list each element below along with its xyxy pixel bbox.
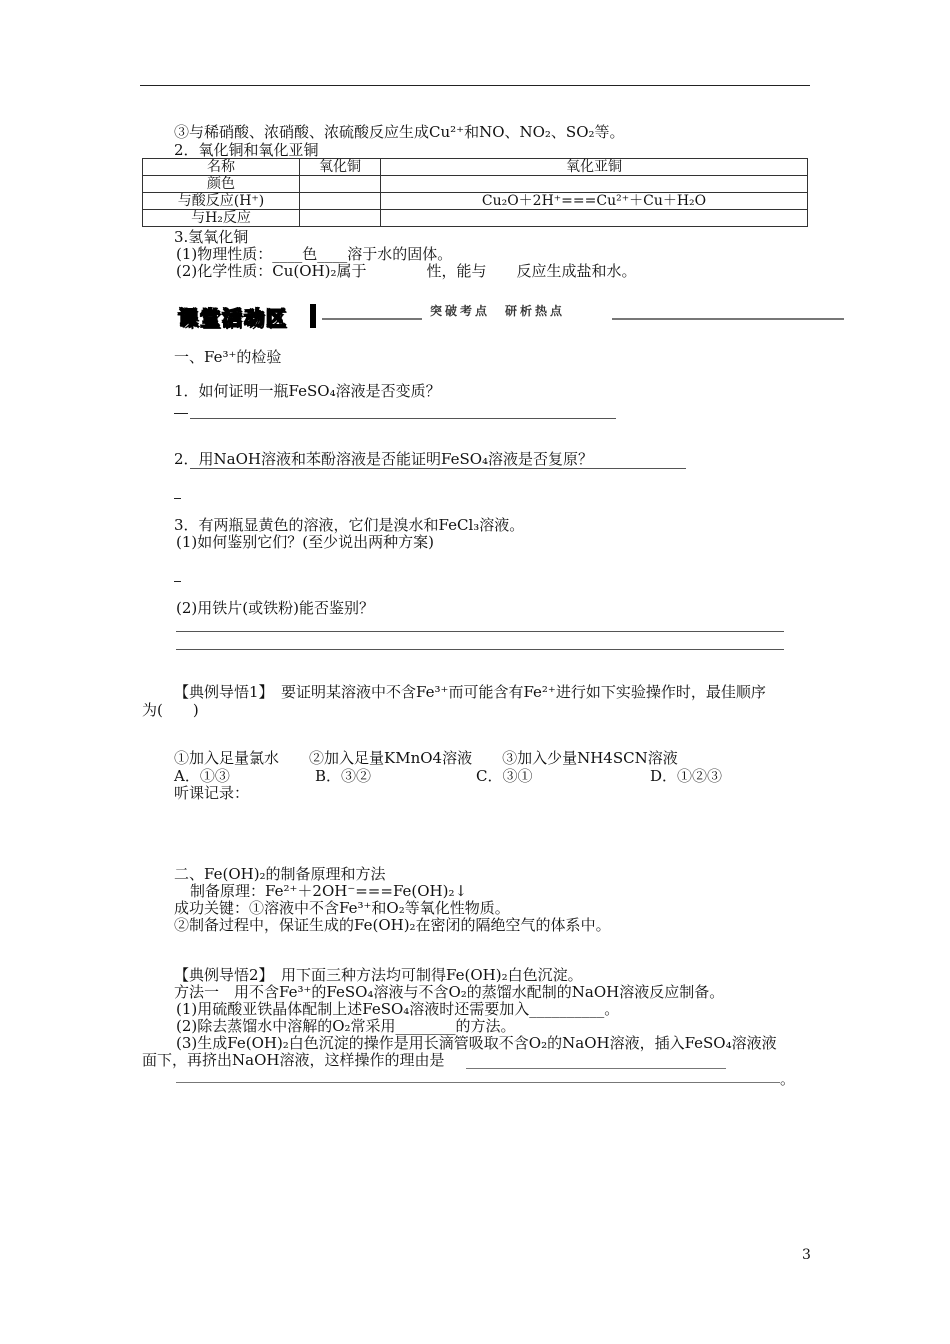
part-2-principle: 制备原理：Fe²⁺＋2OH⁻===Fe(OH)₂↓: [190, 882, 468, 900]
table-cell: [300, 176, 381, 193]
table-row: [143, 210, 808, 227]
answer-line-ex2b: [176, 1082, 780, 1083]
question-3-1: (1)如何鉴别它们？(至少说出两种方案): [176, 533, 434, 551]
example-2-question-3a: (3)生成Fe(OH)₂白色沉淀的操作是用长滴管吸取不含O₂的NaOH溶液，插入FeSO₄溶液液: [176, 1034, 777, 1052]
table-row: [143, 176, 808, 193]
table-cell: [381, 176, 808, 193]
example-1-options: ①加入足量氯水 ②加入足量KMnO4溶液 ③加入少量NH4SCN溶液: [174, 749, 678, 767]
example-2-question-1: (1)用硫酸亚铁晶体配制上述FeSO₄溶液时还需要加入__________。: [176, 1000, 620, 1018]
copper-reaction-line: ③与稀硝酸、浓硝酸、浓硫酸反应生成Cu²⁺和NO、NO₂、SO₂等。: [174, 123, 625, 141]
example-1-line-2: 为( ): [142, 701, 199, 719]
answer-line-1-dash: [174, 413, 188, 414]
answer-line-1: [190, 418, 616, 419]
section-2-title: 2．氧化铜和氧化亚铜: [174, 141, 319, 159]
section-banner: [172, 300, 844, 330]
copper-oxide-table: [142, 158, 808, 227]
table-header-cell: 氧化铜: [300, 159, 381, 176]
example-2-question-3b: 面下，再挤出NaOH溶液，这样操作的理由是: [142, 1051, 445, 1069]
answer-line-2-dash: [174, 498, 181, 499]
choice-b: B．③②: [315, 767, 372, 785]
answer-line-ex2a: [466, 1068, 726, 1069]
question-2: 2．用NaOH溶液和苯酚溶液是否能证明FeSO₄溶液是否复原？: [174, 450, 594, 468]
choice-c: C．③①: [476, 767, 533, 785]
part-1-title: 一、Fe³⁺的检验: [174, 348, 282, 366]
table-header-cell: 氧化亚铜: [381, 159, 808, 176]
table-cell: [300, 210, 381, 227]
banner-bar: [310, 304, 316, 328]
table-row: [143, 193, 808, 210]
example-2-end-mark: 。: [780, 1070, 796, 1088]
table-cell: 与酸反应(H⁺): [143, 193, 300, 210]
choice-d: D．①②③: [650, 767, 723, 785]
example-2-method-1: 方法一 用不含Fe³⁺的FeSO₄溶液与不含O₂的蒸馏水配制的NaOH溶液反应制备。: [174, 983, 725, 1001]
example-2-line-1: 【典例导悟2】 用下面三种方法均可制得Fe(OH)₂白色沉淀。: [174, 966, 583, 984]
question-3: 3．有两瓶显黄色的溶液，它们是溴水和FeCl₃溶液。: [174, 516, 525, 534]
question-3-2: (2)用铁片(或铁粉)能否鉴别？: [176, 599, 374, 617]
section-3-chemical: (2)化学性质：Cu(OH)₂属于 性，能与 反应生成盐和水。: [176, 262, 637, 280]
table-cell: [381, 210, 808, 227]
section-3-physical: (1)物理性质：____色____溶于水的固体。: [176, 245, 453, 263]
table-cell: 颜色: [143, 176, 300, 193]
part-2-key-1: 成功关键：①溶液中不含Fe³⁺和O₂等氧化性物质。: [174, 899, 510, 917]
table-cell: Cu₂O＋2H⁺===Cu²⁺＋Cu＋H₂O: [381, 193, 808, 210]
answer-line-2: [190, 468, 686, 469]
question-1: 1．如何证明一瓶FeSO₄溶液是否变质？: [174, 382, 441, 400]
example-1-line-1: 【典例导悟1】 要证明某溶液中不含Fe³⁺而可能含有Fe²⁺进行如下实验操作时，最佳顺序: [174, 683, 766, 701]
answer-line-3-dash: [174, 581, 181, 582]
table-cell: 与H₂反应: [143, 210, 300, 227]
part-2-key-2: ②制备过程中，保证生成的Fe(OH)₂在密闭的隔绝空气的体系中。: [174, 916, 611, 934]
banner-subtitle: 突破考点 研析热点: [430, 304, 566, 318]
table-header-row: [143, 159, 808, 176]
answer-line-3b: [176, 649, 784, 650]
table-header-cell: 名称: [143, 159, 300, 176]
example-1-notes: 听课记录：: [174, 784, 250, 802]
answer-line-3a: [176, 631, 784, 632]
section-3-title: 3.氢氧化铜: [174, 228, 249, 246]
example-2-question-2: (2)除去蒸馏水中溶解的O₂常采用________的方法。: [176, 1017, 516, 1035]
page-number: 3: [802, 1247, 811, 1263]
choice-a: A．①③: [174, 767, 230, 785]
table-cell: [300, 193, 381, 210]
header-rule: [140, 85, 810, 86]
banner-title: 课堂活动区: [178, 306, 288, 330]
part-2-title: 二、Fe(OH)₂的制备原理和方法: [174, 865, 386, 883]
